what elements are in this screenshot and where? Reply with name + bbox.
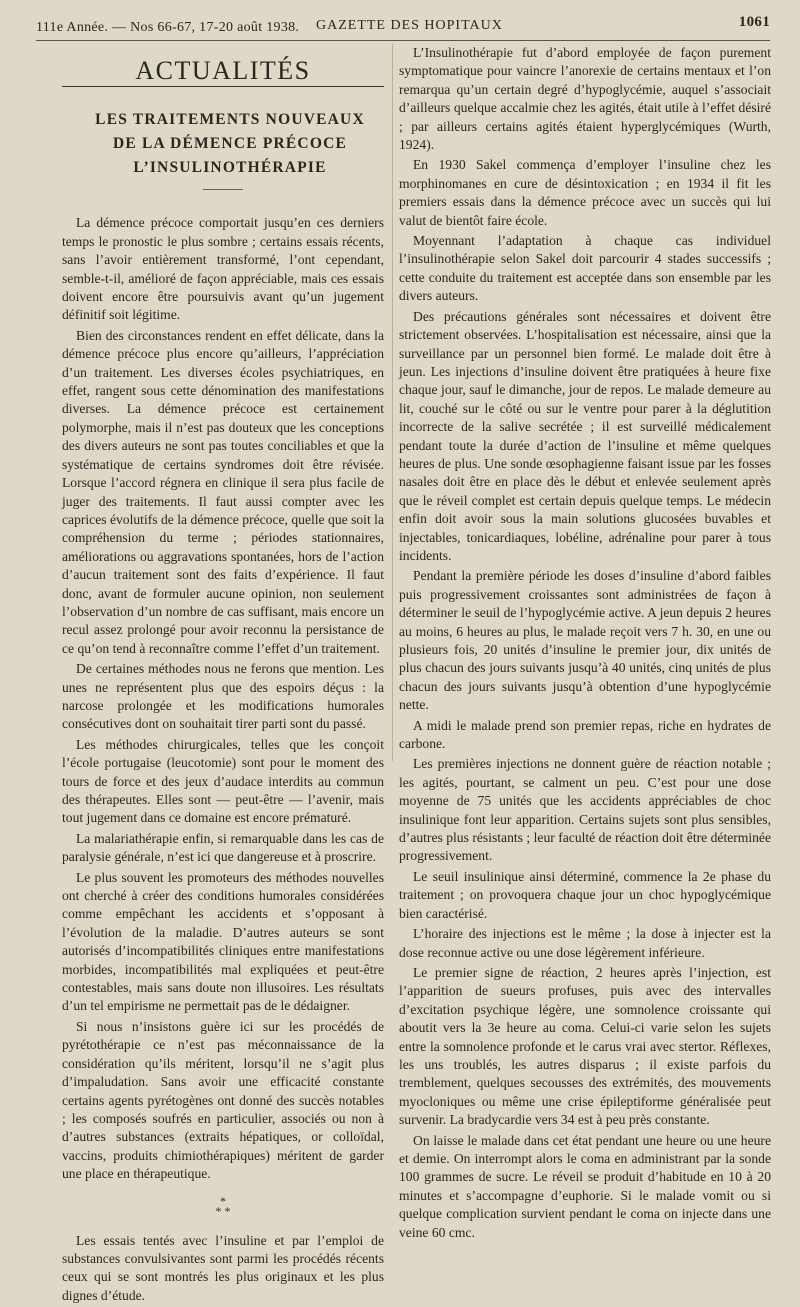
paragraph: Les premières injections ne donnent guère de réaction notable ; les agités, pourtant, se calment un peu. C’est pour une dose moyenne de 75 unités que les accidents appréciables de choc insulinique font leur apparition. Certains sujets sont plus sensibles, d’autres plus résistants ; leur faculté de réaction doit être déterminée progressivement. (399, 756, 771, 864)
paragraph: A midi le malade prend son premier repas, riche en hydrates de carbone. (399, 717, 771, 752)
paragraph: La démence précoce comportait jusqu’en ces derniers temps le pronostic le plus sombre ; certains essais récents, sans l’avoir entièrement transformé, l’ont cependant, semble-t-il, amélioré de façon appréciable, mais ces essais doivent encore être poursuivis avant qu’un jugement définitif soit légitime. (62, 215, 384, 323)
separator-star-top: * (220, 1193, 226, 1208)
paragraph: On laisse le malade dans cet état pendant une heure ou une heure et demie. On interrompt alors le coma en administrant par la sonde 100 grammes de sucre. Le réveil se produit d’habitude en 10 à 20 minutes et s’accompagne d’euphorie. Si le malade vomit ou si quelque complication survient pendant le coma on injecte dans une veine 60 cmc. (399, 1132, 771, 1240)
paragraph: L’Insulinothérapie fut d’abord employée de façon purement symptomatique pour vaincre l’anorexie de certains mentaux et l’on remarqua qu’un certain degré d’hypoglycémie, auquel s’associait d’ailleurs quelque accalmie chez les agités, était utile à l’effet désiré ; par ailleurs certains agités étaient hyperglycémiques (Wurth, 1924). (399, 45, 771, 153)
paragraph: En 1930 Sakel commença d’employer l’insuline chez les morphinomanes en cure de désintoxication ; en 1934 il fit les premiers essais dans la démence précoce avec un succès qui lui valut de bientôt faire école. (399, 157, 771, 228)
section-separator (62, 1193, 384, 1218)
paragraph: Les méthodes chirurgicales, telles que les conçoit l’école portugaise (leucotomie) sont pour le moment des tours de force et des jeux d’audace interdits au commun des thérapeutes. Elles sont — peut-être — l’avenir, mais tout jugement dans ce domaine est encore prématuré. (62, 736, 384, 826)
paragraph: L’horaire des injections est le même ; la dose à injecter est la dose reconnue active ou une dose légèrement inférieure. (399, 926, 771, 960)
column-divider (392, 44, 393, 761)
paragraph: Si nous n’insistons guère ici sur les procédés de pyrétothérapie ce n’est pas méconnaissance de la considération qu’ils méritent, lorsqu’il ne s’agit plus d’impaludation. Sans avoir une efficacité constante certains agents pyrétogènes ont donné des succès notables ; les composés soufrés en particulier, associés ou non à d’autres substances (extraits hépatiques, or colloïdal, vaccins, produits chimiothérapiques) méritent de garder une place en thérapeutique. (62, 1018, 384, 1182)
paragraph: Le premier signe de réaction, 2 heures après l’injection, est l’apparition de sueurs profuses, puis avec des intervalles d’excitation psychique légère, une somnolence croissante qui aboutit vers la 3e heure au coma. Celui-ci varie selon les sujets entre la somnolence profonde et le carus vrai avec stertor. Réflexes, les uns troublés, les autres disparus ; il existe parfois du tremblement, quelques secousses des extrémités, des mouvements myocloniques ou même une crise épileptiforme généralisée peut survenir. La bradycardie vers 34 est à peu près constante. (399, 964, 771, 1128)
journal-name: GAZETTE DES HOPITAUX (316, 18, 503, 33)
section-rubric: ACTUALITÉS (135, 56, 311, 85)
header-rule (36, 40, 770, 41)
paragraph: Des précautions générales sont nécessaires et doivent être strictement observées. L’hospitalisation est nécessaire, ainsi que la surveillance par un personnel bien formé. Le malade doit être à jeun. Les injections d’insuline doivent être pratiquées à heure fixe chaque jour, sauf le dimanche, jour de repos. Le malade demeure au lit, couché sur le côté ou sur le ventre pour parer à la déglutition incorrecte de la salive secrétée ; il est surveillé médicalement pendant toute la durée d’action de l’insuline et même quelques heures de plus. Une sonde œsophagienne faisant issue par les fosses nasales doit être en place dès le début et enlevée seulement après que le réveil complet est certain depuis quelque temps. Le médecin enfin doit avoir sous la main solutions glucosées buvables et injectables, tonicardiaques, lobéline, adrénaline pour parer à tous incidents. (399, 308, 771, 563)
rubric-rule (62, 86, 384, 87)
title-rule (203, 189, 243, 190)
right-column (399, 44, 771, 1244)
page-number: 1061 (738, 14, 770, 30)
article-title-line-1: LES TRAITEMENTS NOUVEAUX (95, 111, 365, 129)
separator-stars-bottom: * * (215, 1203, 231, 1218)
paragraph: De certaines méthodes nous ne ferons que mention. Les unes ne représentent plus que des espoirs déçus : la narcose prolongée et les modifications humorales consécutives dont on souhaitait tirer parti sont du passé. (62, 661, 384, 732)
paragraph: Le seuil insulinique ainsi déterminé, commence la 2e phase du traitement ; on provoquera chaque jour un choc hypoglycémique bien caractérisé. (399, 868, 771, 921)
paragraph: Bien des circonstances rendent en effet délicate, dans la démence précoce plus encore qu’ailleurs, l’appréciation d’un traitement. Les diverses écoles psychiatriques, en effet, rangent sous cette dénomination des manifestations diverses. La démence précoce est certainement polymorphe, mais il n’est pas douteux que les conceptions des divers auteurs ne sont pas toutes conciliables et que la systématique de certains syndromes doit être révisée. Lorsque l’accord régnera en clinique il sera plus facile de juger des traitements. Il faut aussi compter avec les caprices évolutifs de la démence précoce, quelle que soit la compréhension du terme ; périodes stationnaires, améliorations ou aggravations spontanées, hors de l’action d’aucun traitement sont des faits d’expérience. Il faut donc, avant de formuler aucune opinion, non seulement l’observation d’un nombre de cas suffisant, mais encore un recul assez prolongé pour avoir reconnu la persistance de ce qu’on tend à reconnaître comme l’effet d’un traitement. (62, 327, 384, 656)
paragraph: Pendant la première période les doses d’insuline d’abord faibles puis progressivement croissantes sont administrées de façon à déterminer le seuil de l’hypoglycémie active. A jeun depuis 2 heures au moins, 6 heures au plus, le malade reçoit vers 7 h. 30, en une ou plusieurs fois, 20 unités d’insuline le premier jour, dix unités de plus chacun des jours suivants jusqu’à 40 unités, cinq unités de plus chacun des jours suivants jusqu’à obtention d’une hypoglycémie nette. (399, 568, 771, 713)
paragraph: Le plus souvent les promoteurs des méthodes nouvelles ont cherché à créer des conditions humorales considérées comme empêchant les accidents et s’opposant à l’évolution de la maladie. D’autres auteurs se sont autorisés d’incompatibilités cliniques entre manifestations morbides, incompatibilités mal expliquées et peut-être contestables, mais sans doute non illusoires. Les résultats d’un tel empirisme ne permettait pas de le dédaigner. (62, 869, 384, 1014)
paragraph: La malariathérapie enfin, si remarquable dans les cas de paralysie générale, n’est ici que dangereuse et à proscrire. (62, 830, 384, 865)
article-title-line-2: DE LA DÉMENCE PRÉCOCE (112, 135, 348, 153)
page-header (36, 14, 770, 38)
left-column (62, 44, 384, 1307)
paragraph: Moyennant l’adaptation à chaque cas individuel l’insulinothérapie selon Sakel doit parcourir 4 stades successifs ; cette conduite du traitement est acceptée dans son ensemble par les divers auteurs. (399, 233, 771, 304)
issue-info: 111e Année. — Nos 66-67, 17-20 août 1938. (36, 20, 300, 35)
article-title-line-3: L’INSULINOTHÉRAPIE (133, 159, 327, 177)
paragraph: Les essais tentés avec l’insuline et par l’emploi de substances convulsivantes sont parmi les procédés récents ceux qui se sont montrés les plus originaux et les plus dignes d’étude. (62, 1232, 384, 1303)
